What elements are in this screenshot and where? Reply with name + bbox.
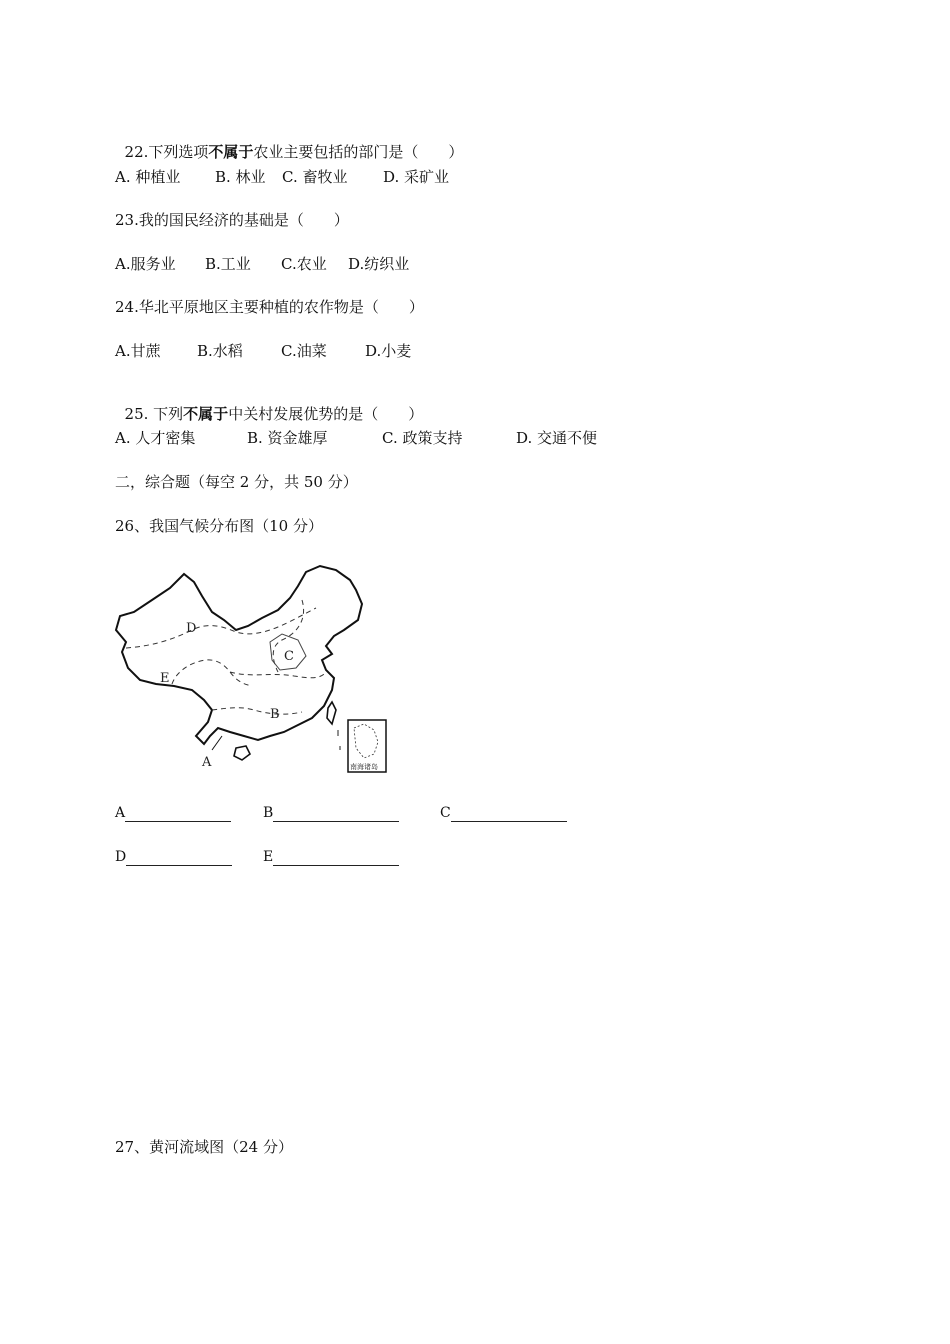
question-22-option-d: D. 采矿业 xyxy=(383,168,450,186)
blank-b-line[interactable] xyxy=(273,807,399,822)
question-25-option-c: C. 政策支持 xyxy=(382,429,463,447)
blank-a-line[interactable] xyxy=(125,807,231,822)
question-23-stem: 23.我的国民经济的基础是（ ） xyxy=(115,211,349,229)
question-24-option-a: A.甘蔗 xyxy=(115,342,161,360)
hainan-island xyxy=(234,746,250,760)
climate-boundary-south xyxy=(212,708,302,714)
map-label-e: E xyxy=(160,671,170,686)
question-25-stem xyxy=(115,384,423,424)
question-22-option-a: A. 种植业 xyxy=(115,168,181,186)
climate-boundary-qinling xyxy=(230,672,326,678)
map-label-d: D xyxy=(186,621,197,636)
label-a-arrow xyxy=(212,736,222,750)
question-24-option-c: C.油菜 xyxy=(281,342,327,360)
question-23-option-b: B.工业 xyxy=(205,255,251,273)
map-label-c: C xyxy=(284,649,294,664)
question-23-option-c: C.农业 xyxy=(281,255,327,273)
blank-b-label: B xyxy=(263,805,274,821)
blank-a-label: A xyxy=(115,805,126,821)
question-25-prefix: 25. 下列 xyxy=(124,405,184,423)
question-22-option-b: B. 林业 xyxy=(215,168,266,186)
blank-d[interactable] xyxy=(115,848,232,866)
question-23-option-a: A.服务业 xyxy=(115,255,176,273)
blank-b[interactable] xyxy=(263,804,399,822)
question-22-prefix: 22.下列选项 xyxy=(124,143,209,161)
question-22-stem xyxy=(115,122,463,162)
question-24-stem: 24.华北平原地区主要种植的农作物是（ ） xyxy=(115,298,424,316)
question-22-option-c: C. 畜牧业 xyxy=(282,168,348,186)
question-22-emphasis: 不属于 xyxy=(208,143,254,161)
blank-e-line[interactable] xyxy=(273,851,399,866)
question-24-option-d: D.小麦 xyxy=(365,342,412,360)
blank-a[interactable] xyxy=(115,804,231,822)
china-climate-map xyxy=(112,560,392,775)
question-24-option-b: B.水稻 xyxy=(197,342,243,360)
inset-tick-marks xyxy=(338,730,340,750)
blank-e[interactable] xyxy=(263,848,399,866)
question-26-title: 26、我国气候分布图（10 分） xyxy=(115,517,323,535)
question-25-option-a: A. 人才密集 xyxy=(115,429,196,447)
section-2-heading: 二，综合题（每空 2 分，共 50 分） xyxy=(115,473,358,491)
climate-boundary-plateau xyxy=(172,660,252,686)
south-sea-inset-coast xyxy=(354,724,378,758)
blank-c-label: C xyxy=(440,805,451,821)
question-25-emphasis: 不属于 xyxy=(183,405,229,423)
south-sea-inset-label: 南海诸岛 xyxy=(350,763,378,771)
blank-c[interactable] xyxy=(440,804,567,822)
question-25-option-b: B. 资金雄厚 xyxy=(247,429,328,447)
climate-boundary-north xyxy=(126,608,316,648)
map-label-b: B xyxy=(270,707,280,722)
blank-d-line[interactable] xyxy=(126,851,232,866)
china-outline xyxy=(116,566,362,744)
question-22-suffix: 农业主要包括的部门是（ ） xyxy=(253,143,464,161)
blank-d-label: D xyxy=(115,849,127,865)
blank-c-line[interactable] xyxy=(451,807,567,822)
map-label-a: A xyxy=(202,755,212,770)
question-25-option-d: D. 交通不便 xyxy=(516,429,598,447)
question-25-suffix: 中关村发展优势的是（ ） xyxy=(228,405,424,423)
taiwan-island xyxy=(327,702,336,724)
blank-e-label: E xyxy=(263,849,274,865)
question-23-option-d: D.纺织业 xyxy=(348,255,410,273)
question-27-title: 27、黄河流域图（24 分） xyxy=(115,1138,293,1156)
